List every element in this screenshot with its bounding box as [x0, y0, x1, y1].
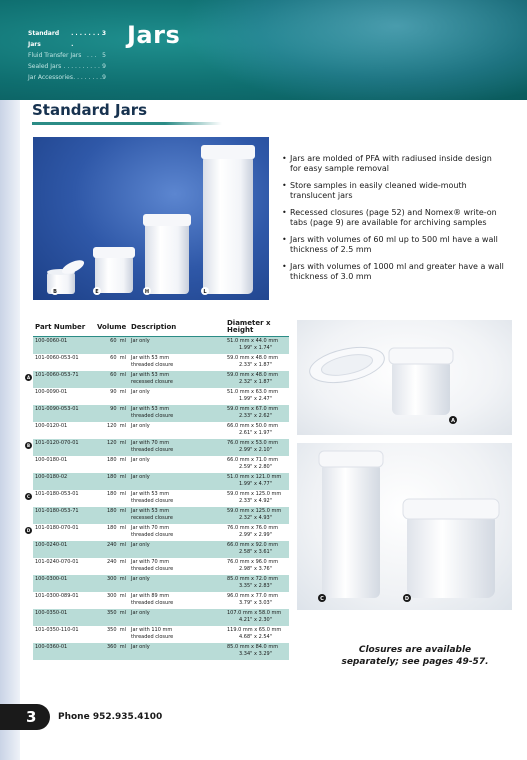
feature-bullet — [282, 262, 504, 282]
cell-volume — [95, 524, 129, 541]
volume-value: 240 — [107, 542, 117, 548]
volume-value: 350 — [107, 627, 117, 633]
cell-diameter-height — [225, 388, 289, 405]
cell-part-number — [33, 507, 95, 524]
volume-unit: ml — [119, 644, 126, 650]
cell-volume — [95, 354, 129, 371]
volume-unit: ml — [119, 457, 126, 463]
cell-description — [129, 575, 225, 592]
table-row — [33, 490, 289, 507]
part-number-text: 101-0180-053-71 — [35, 508, 79, 514]
cell-part-number — [33, 337, 95, 355]
description-line1: Jar with 70 mm — [131, 525, 170, 531]
jar-label-b — [51, 287, 59, 295]
cell-volume — [95, 592, 129, 609]
page-number: 3 — [26, 708, 37, 726]
volume-unit: ml — [119, 525, 126, 531]
cell-diameter-height — [225, 490, 289, 507]
tall-and-wide-jar-illustration — [297, 443, 512, 610]
dimension-imperial: 1.99" x 4.77" — [239, 481, 273, 487]
cell-part-number — [33, 626, 95, 643]
left-edge-strip — [0, 100, 20, 760]
cell-part-number — [26, 524, 95, 541]
description-line1: Jar with 53 mm — [131, 491, 170, 497]
description-line1: Jar with 70 mm — [131, 559, 170, 565]
description-line2: recessed closure — [131, 379, 173, 385]
description-line1: Jar only — [131, 644, 150, 650]
cell-description — [129, 456, 225, 473]
dimension-imperial: 2.32" x 1.87" — [239, 379, 273, 385]
cell-description — [129, 490, 225, 507]
cell-description — [129, 422, 225, 439]
jar-label-c — [318, 594, 326, 602]
table-row — [33, 439, 289, 456]
table-row — [33, 575, 289, 592]
cell-part-number — [33, 473, 95, 490]
description-line2: threaded closure — [131, 362, 174, 368]
dimension-imperial: 1.99" x 1.74" — [239, 345, 273, 351]
dimension-metric: 59.0 mm x 48.0 mm — [227, 372, 279, 378]
cell-diameter-height — [225, 507, 289, 524]
table-row — [33, 592, 289, 609]
toc-item-standard-jars[interactable] — [28, 28, 106, 50]
cell-description — [129, 371, 225, 388]
cell-description — [129, 507, 225, 524]
cell-diameter-height — [225, 541, 289, 558]
toc-item-dots: . . . . . . . . — [73, 74, 102, 81]
jar-e-image — [93, 247, 135, 293]
cell-diameter-height — [225, 354, 289, 371]
cell-part-number — [26, 371, 95, 388]
cell-volume — [95, 337, 129, 355]
description-line1: Jar only — [131, 457, 150, 463]
dimension-imperial: 3.34" x 3.29" — [239, 651, 273, 657]
cell-volume — [95, 439, 129, 456]
table-row — [33, 422, 289, 439]
description-line2: threaded closure — [131, 532, 174, 538]
description-line2: threaded closure — [131, 566, 174, 572]
cell-diameter-height — [225, 422, 289, 439]
cell-part-number — [26, 439, 95, 456]
description-line1: Jar only — [131, 474, 150, 480]
table-row — [33, 524, 289, 541]
chapter-title: Jars — [127, 21, 181, 49]
volume-value: 240 — [107, 559, 117, 565]
cell-part-number — [33, 643, 95, 660]
dimension-imperial: 2.33" x 4.92" — [239, 498, 273, 504]
dimension-metric: 96.0 mm x 77.0 mm — [227, 593, 279, 599]
toc-item-label: Fluid Transfer Jars — [28, 52, 82, 59]
toc-item-page: 9 — [102, 74, 106, 81]
bullet-text: Store samples in easily cleaned wide-mouth translucent jars — [290, 181, 467, 200]
row-marker: B — [26, 443, 31, 448]
cell-diameter-height — [225, 524, 289, 541]
dimension-imperial: 4.21" x 2.30" — [239, 617, 273, 623]
cell-description — [129, 524, 225, 541]
cell-part-number — [27, 490, 95, 507]
section-title-underline — [32, 122, 222, 125]
volume-unit: ml — [119, 440, 126, 446]
cell-volume — [95, 456, 129, 473]
jar-lineup-illustration — [33, 137, 269, 300]
cell-description — [129, 626, 225, 643]
table-row — [33, 643, 289, 660]
cell-part-number — [33, 558, 95, 575]
jar-label-l-text: L — [203, 289, 207, 295]
description-line1: Jar with 70 mm — [131, 440, 170, 446]
description-line1: Jar with 53 mm — [131, 406, 170, 412]
volume-unit: ml — [119, 372, 126, 378]
table-row — [33, 354, 289, 371]
dimension-metric: 66.0 mm x 50.0 mm — [227, 423, 279, 429]
dimension-imperial: 2.98" x 3.76" — [239, 566, 273, 572]
dimension-metric: 59.0 mm x 125.0 mm — [227, 508, 282, 514]
jar-l-image — [201, 145, 255, 294]
description-line1: Jar only — [131, 389, 150, 395]
cell-diameter-height — [225, 405, 289, 422]
cell-description — [129, 592, 225, 609]
volume-value: 120 — [107, 440, 117, 446]
volume-value: 60 — [110, 372, 117, 378]
dimension-metric: 51.0 mm x 63.0 mm — [227, 389, 279, 395]
dimension-imperial: 2.99" x 2.10" — [239, 447, 273, 453]
volume-unit: ml — [119, 474, 126, 480]
cell-volume — [95, 405, 129, 422]
chapter-toc — [28, 28, 106, 83]
table-row — [33, 626, 289, 643]
volume-value: 300 — [107, 576, 117, 582]
description-line2: threaded closure — [131, 600, 174, 606]
cell-description — [129, 643, 225, 660]
cell-diameter-height — [225, 592, 289, 609]
part-number-text: 101-0120-070-01 — [35, 440, 79, 446]
jar-h-image — [143, 214, 191, 294]
table-row — [33, 609, 289, 626]
table-row — [33, 388, 289, 405]
part-number-text: 101-0240-070-01 — [35, 559, 79, 565]
cell-part-number — [33, 354, 95, 371]
section-title: Standard Jars — [32, 101, 148, 119]
part-number-text: 101-0090-053-01 — [35, 406, 79, 412]
part-number-text: 101-0180-070-01 — [35, 525, 79, 531]
chapter-header — [0, 0, 527, 100]
part-number-text: 100-0060-01 — [35, 338, 68, 344]
dimension-metric: 59.0 mm x 125.0 mm — [227, 491, 282, 497]
description-line1: Jar with 53 mm — [131, 372, 170, 378]
part-number-text: 100-0240-01 — [35, 542, 68, 548]
phone-number: Phone 952.935.4100 — [58, 712, 163, 722]
volume-value: 180 — [107, 474, 117, 480]
cell-part-number — [33, 456, 95, 473]
part-number-text: 100-0180-01 — [35, 457, 68, 463]
jar-label-h-text: H — [144, 289, 150, 295]
part-number-text: 100-0120-01 — [35, 423, 68, 429]
dimension-metric: 59.0 mm x 48.0 mm — [227, 355, 279, 361]
cell-diameter-height — [225, 473, 289, 490]
dimension-metric: 85.0 mm x 72.0 mm — [227, 576, 279, 582]
bullet-dot: • — [282, 262, 287, 271]
jar-spec-table — [26, 318, 289, 660]
table-header-row — [33, 318, 289, 337]
table-row — [33, 405, 289, 422]
feature-bullet-list — [282, 154, 504, 289]
volume-value: 360 — [107, 644, 117, 650]
volume-unit: ml — [119, 491, 126, 497]
description-line2: threaded closure — [131, 413, 174, 419]
bullet-text: Jars with volumes of 60 ml up to 500 ml have a wall thickness of 2.5 mm — [290, 235, 498, 254]
dimension-imperial: 2.32" x 4.93" — [239, 515, 273, 521]
toc-item-dots: . . . . . . . . . . — [63, 63, 100, 70]
cell-volume — [95, 490, 129, 507]
feature-bullet — [282, 235, 504, 255]
dimension-imperial: 2.59" x 2.80" — [239, 464, 273, 470]
cell-volume — [95, 609, 129, 626]
cell-volume — [95, 388, 129, 405]
jar-label-l — [201, 287, 209, 295]
part-number-text: 101-0350-110-01 — [35, 627, 79, 633]
jar-label-d — [403, 594, 411, 602]
cell-diameter-height — [225, 558, 289, 575]
dimension-metric: 85.0 mm x 84.0 mm — [227, 644, 279, 650]
cell-part-number — [33, 575, 95, 592]
column-header-diameter-height: Diameter x Height — [225, 318, 289, 337]
feature-bullet — [282, 154, 504, 174]
dimension-imperial: 3.35" x 2.83" — [239, 583, 273, 589]
toc-item-dots: . . . . . . . . — [71, 30, 100, 48]
volume-value: 180 — [107, 525, 117, 531]
volume-value: 120 — [107, 423, 117, 429]
toc-item-sealed-jars[interactable] — [28, 61, 106, 72]
description-line1: Jar with 110 mm — [131, 627, 173, 633]
table-row — [33, 473, 289, 490]
dimension-metric: 76.0 mm x 53.0 mm — [227, 440, 279, 446]
toc-item-page: 3 — [101, 30, 106, 37]
cell-description — [129, 388, 225, 405]
dimension-imperial: 2.61" x 1.97" — [239, 430, 273, 436]
volume-value: 90 — [110, 389, 117, 395]
row-marker: C — [25, 493, 32, 500]
volume-unit: ml — [119, 627, 126, 633]
cell-volume — [95, 371, 129, 388]
bullet-dot: • — [282, 154, 287, 163]
cell-part-number — [33, 388, 95, 405]
cell-volume — [95, 473, 129, 490]
jar-label-a-text: A — [451, 418, 455, 424]
cell-diameter-height — [225, 609, 289, 626]
bullet-text: Jars with volumes of 1000 ml and greater have a wall thickness of 3.0 mm — [290, 262, 504, 281]
volume-unit: ml — [119, 389, 126, 395]
cell-description — [129, 354, 225, 371]
part-number-text: 101-0060-053-71 — [35, 372, 79, 378]
volume-unit: ml — [119, 355, 126, 361]
description-line1: Jar only — [131, 338, 150, 344]
bullet-dot: • — [282, 235, 287, 244]
dimension-imperial: 2.99" x 2.99" — [239, 532, 273, 538]
dimension-imperial: 3.79" x 3.03" — [239, 600, 273, 606]
column-header-part-number: Part Number — [33, 318, 95, 337]
cell-volume — [95, 643, 129, 660]
volume-value: 300 — [107, 593, 117, 599]
bullet-dot: • — [282, 208, 287, 217]
part-number-text: 100-0090-01 — [35, 389, 68, 395]
table-row — [33, 507, 289, 524]
dimension-metric: 66.0 mm x 71.0 mm — [227, 457, 279, 463]
dimension-metric: 51.0 mm x 44.0 mm — [227, 338, 279, 344]
cell-part-number — [33, 609, 95, 626]
part-number-text: 101-0300-089-01 — [35, 593, 79, 599]
dimension-imperial: 2.33" x 2.62" — [239, 413, 273, 419]
jar-label-h — [143, 287, 151, 295]
header-glow — [180, 0, 527, 100]
cell-description — [129, 609, 225, 626]
jar-lineup-photo — [33, 137, 269, 300]
volume-value: 350 — [107, 610, 117, 616]
bullet-dot: • — [282, 181, 287, 190]
cell-diameter-height — [225, 337, 289, 355]
volume-unit: ml — [119, 508, 126, 514]
cell-part-number — [33, 541, 95, 558]
cell-description — [129, 473, 225, 490]
table-row — [33, 541, 289, 558]
jar-label-a — [449, 416, 457, 424]
row-marker: A — [26, 375, 31, 380]
dimension-imperial: 2.58" x 3.61" — [239, 549, 273, 555]
table-body — [26, 337, 289, 661]
feature-bullet — [282, 208, 504, 228]
closures-availability-note — [335, 644, 495, 668]
cell-volume — [95, 541, 129, 558]
part-number-text: 100-0180-02 — [35, 474, 68, 480]
volume-value: 90 — [110, 406, 117, 412]
cell-diameter-height — [225, 456, 289, 473]
jar-label-d-text: D — [404, 596, 410, 602]
volume-value: 60 — [110, 338, 117, 344]
cell-diameter-height — [225, 575, 289, 592]
volume-unit: ml — [119, 576, 126, 582]
volume-unit: ml — [119, 542, 126, 548]
toc-item-fluid-transfer-jars[interactable] — [28, 50, 106, 61]
description-line2: threaded closure — [131, 634, 174, 640]
jar-label-b-text: B — [53, 289, 57, 295]
bullet-text: Recessed closures (page 52) and Nomex® write-on tabs (page 9) are available for archiving samples — [290, 208, 497, 227]
cell-description — [129, 439, 225, 456]
volume-unit: ml — [119, 338, 126, 344]
feature-bullet — [282, 181, 504, 201]
dimension-imperial: 4.68" x 2.54" — [239, 634, 273, 640]
dimension-metric: 51.0 mm x 121.0 mm — [227, 474, 282, 480]
cell-diameter-height — [225, 371, 289, 388]
volume-unit: ml — [119, 423, 126, 429]
column-header-description: Description — [129, 318, 225, 337]
description-line1: Jar only — [131, 576, 150, 582]
volume-value: 60 — [110, 355, 117, 361]
part-number-text: 100-0360-01 — [35, 644, 68, 650]
cell-description — [129, 541, 225, 558]
cell-part-number — [33, 405, 95, 422]
cell-part-number — [33, 422, 95, 439]
description-line1: Jar only — [131, 423, 150, 429]
dimension-metric: 76.0 mm x 76.0 mm — [227, 525, 279, 531]
volume-value: 180 — [107, 457, 117, 463]
part-number-text: 101-0180-053-01 — [35, 491, 79, 497]
bullet-text: Jars are molded of PFA with radiused inside design for easy sample removal — [290, 154, 492, 173]
cell-diameter-height — [225, 643, 289, 660]
cell-volume — [95, 558, 129, 575]
description-line1: Jar with 89 mm — [131, 593, 170, 599]
dimension-metric: 66.0 mm x 92.0 mm — [227, 542, 279, 548]
toc-item-jar-accessories[interactable] — [28, 72, 106, 83]
dimension-imperial: 2.33" x 1.87" — [239, 362, 273, 368]
toc-item-label: Sealed Jars — [28, 63, 62, 70]
volume-unit: ml — [119, 593, 126, 599]
volume-unit: ml — [119, 406, 126, 412]
jar-label-e — [93, 287, 101, 295]
table-row — [33, 558, 289, 575]
recessed-closure-jar-illustration — [297, 320, 512, 435]
cell-description — [129, 405, 225, 422]
closures-note-line2: separately; see pages 49-57. — [341, 657, 489, 667]
cell-volume — [95, 507, 129, 524]
cell-volume — [95, 422, 129, 439]
jar-label-e-text: E — [95, 289, 99, 295]
tall-and-wide-jar-photo — [297, 443, 512, 610]
description-line2: recessed closure — [131, 515, 173, 521]
toc-item-dots: . . . — [87, 52, 97, 59]
part-number-text: 100-0300-01 — [35, 576, 68, 582]
cell-part-number — [33, 592, 95, 609]
dimension-metric: 107.0 mm x 58.0 mm — [227, 610, 282, 616]
cell-volume — [95, 575, 129, 592]
toc-item-label: Standard Jars — [28, 30, 60, 48]
description-line1: Jar with 53 mm — [131, 355, 170, 361]
part-number-text: 101-0060-053-01 — [35, 355, 79, 361]
table-row — [33, 371, 289, 388]
description-line2: threaded closure — [131, 447, 174, 453]
cell-description — [129, 337, 225, 355]
part-number-text: 100-0350-01 — [35, 610, 68, 616]
cell-description — [129, 558, 225, 575]
dimension-metric: 59.0 mm x 67.0 mm — [227, 406, 279, 412]
table-row — [33, 337, 289, 355]
row-marker: D — [26, 528, 31, 533]
description-line1: Jar with 53 mm — [131, 508, 170, 514]
volume-value: 180 — [107, 491, 117, 497]
column-header-volume: Volume — [95, 318, 129, 337]
closures-note-line1: Closures are available — [358, 645, 472, 655]
page-footer — [0, 704, 260, 730]
volume-unit: ml — [119, 610, 126, 616]
description-line1: Jar only — [131, 610, 150, 616]
table-row — [33, 456, 289, 473]
toc-item-page: 9 — [102, 63, 106, 70]
recessed-closure-jar-photo — [297, 320, 512, 435]
dimension-metric: 76.0 mm x 96.0 mm — [227, 559, 279, 565]
jar-label-c-text: C — [320, 596, 324, 602]
volume-value: 180 — [107, 508, 117, 514]
description-line2: threaded closure — [131, 498, 174, 504]
cell-diameter-height — [225, 439, 289, 456]
description-line1: Jar only — [131, 542, 150, 548]
dimension-metric: 119.0 mm x 65.0 mm — [227, 627, 282, 633]
volume-unit: ml — [119, 559, 126, 565]
cell-diameter-height — [225, 626, 289, 643]
toc-item-label: Jar Accessories — [28, 74, 73, 81]
cell-volume — [95, 626, 129, 643]
toc-item-page: 5 — [102, 52, 106, 59]
dimension-imperial: 1.99" x 2.47" — [239, 396, 273, 402]
page-number-badge — [0, 704, 50, 730]
